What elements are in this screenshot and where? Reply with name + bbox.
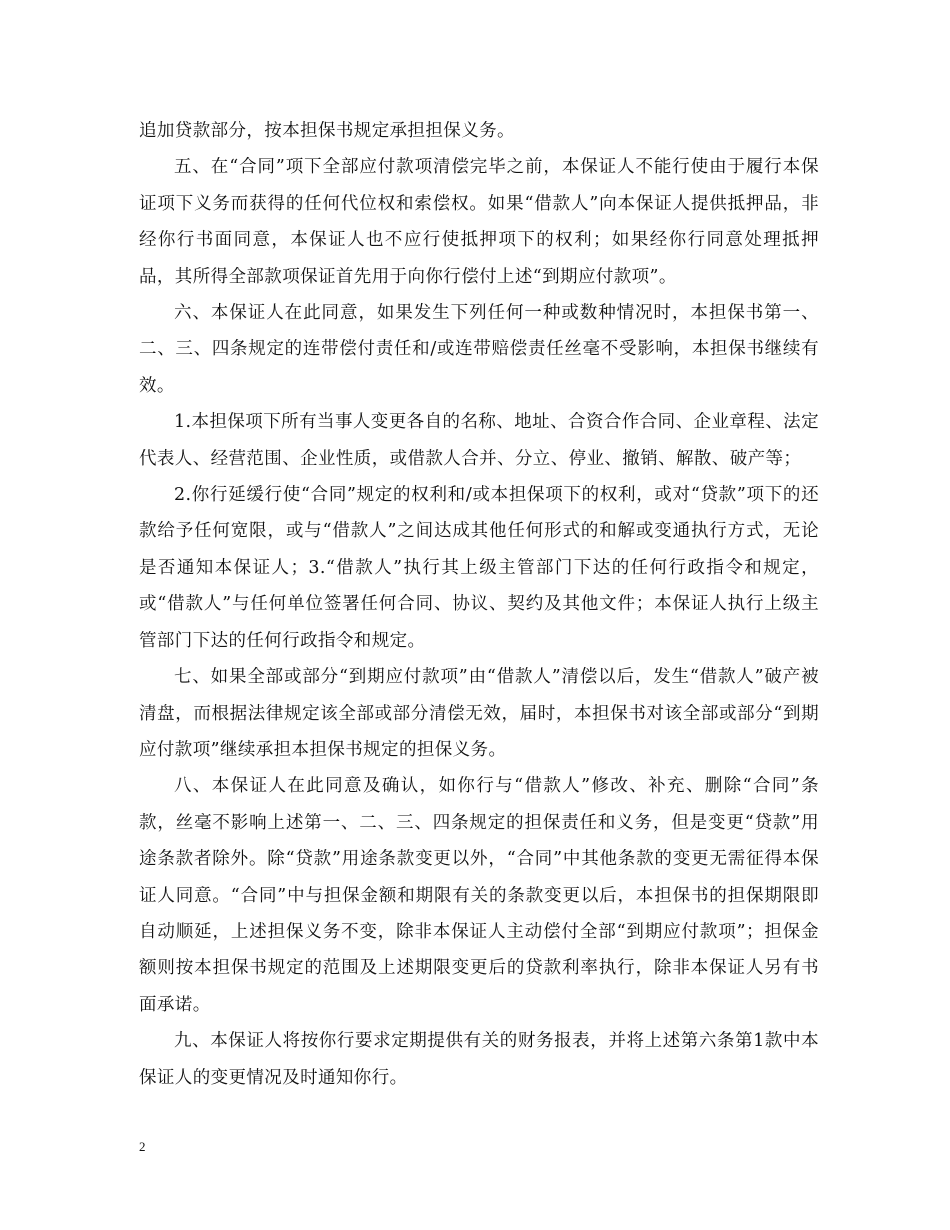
- paragraph-clause-7: 七、如果全部或部分“到期应付款项”由“借款人”清偿以后，发生“借款人”破产被清盘，而根据法律规定该全部或部分清偿无效，届时，本担保书对该全部或部分“到期应付款项”继续承担本担保书规定的担保义务。: [139, 667, 819, 760]
- paragraph-clause-5: 五、在“合同”项下全部应付款项清偿完毕之前，本保证人不能行使由于履行本保证项下义务而获得的任何代位权和索偿权。如果“借款人”向本保证人提供抵押品，非经你行书面同意，本保证人也不应行使抵押项下的权利；如果经你行同意处理抵押品，其所得全部款项保证首先用于向你行偿付上述“到期应付款项”。: [139, 157, 819, 287]
- paragraph-clause-6-item-2-3: 2.你行延缓行使“合同”规定的权利和/或本担保项下的权利，或对“贷款”项下的还款给予任何宽限，或与“借款人”之间达成其他任何形式的和解或变通执行方式，无论是否通知本保证人；3.“借款人”执行其上级主管部门下达的任何行政指令和规定，或“借款人”与任何单位签署任何合同、协议、契约及其他文件；本保证人执行上级主管部门下达的任何行政指令和规定。: [139, 485, 819, 651]
- paragraph-clause-8: 八、本保证人在此同意及确认，如你行与“借款人”修改、补充、删除“合同”条款，丝毫不影响上述第一、二、三、四条规定的担保责任和义务，但是变更“贷款”用途条款者除外。除“贷款”用途条款变更以外，“合同”中其他条款的变更无需征得本保证人同意。“合同”中与担保金额和期限有关的条款变更以后，本担保书的担保期限即自动顺延，上述担保义务不变，除非本保证人主动偿付全部“到期应付款项”；担保金额则按本担保书规定的范围及上述期限变更后的贷款利率执行，除非本保证人另有书面承诺。: [139, 776, 819, 1015]
- paragraph-clause-6-item-1: 1.本担保项下所有当事人变更各自的名称、地址、合资合作合同、企业章程、法定代表人、经营范围、企业性质，或借款人合并、分立、停业、撤销、解散、破产等；: [139, 412, 819, 469]
- page-number: 2: [139, 1139, 146, 1154]
- document-body: [139, 113, 819, 1096]
- paragraph-clause-9: 九、本保证人将按你行要求定期提供有关的财务报表，并将上述第六条第1款中本保证人的变更情况及时通知你行。: [139, 1031, 819, 1088]
- paragraph-clause-6: 六、本保证人在此同意，如果发生下列任何一种或数种情况时，本担保书第一、二、三、四条规定的连带偿付责任和/或连带赔偿责任丝毫不受影响，本担保书继续有效。: [139, 303, 819, 396]
- paragraph-continuation: 追加贷款部分，按本担保书规定承担担保义务。: [139, 121, 515, 141]
